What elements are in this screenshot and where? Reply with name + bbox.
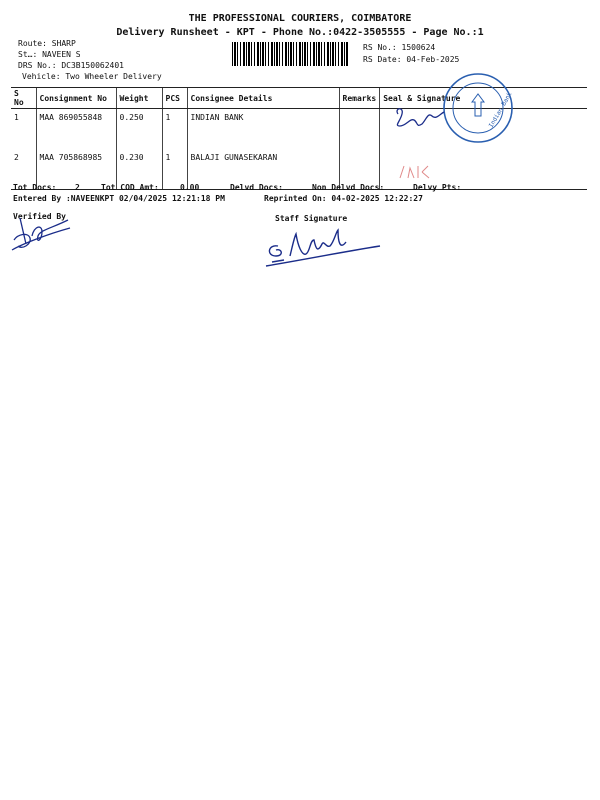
delvd-docs-label: Delvd Docs: — [230, 183, 283, 192]
col-header-weight: Weight — [116, 88, 162, 109]
receiver-signature — [392, 104, 446, 130]
barcode-image — [232, 42, 348, 66]
rs-number: RS No.: 1500624 — [363, 43, 436, 52]
route-text: Route: SHARP — [18, 39, 76, 48]
tot-docs-label: Tot Docs: — [13, 183, 57, 192]
red-handwritten-mark — [396, 162, 436, 182]
reprinted-on-text: Reprinted On: 04-02-2025 12:22:27 — [264, 194, 423, 203]
col-header-seal: Seal & Signature — [380, 88, 587, 109]
staff-text: St…: NAVEEN S — [18, 50, 81, 59]
drs-number: DRS No.: DC3B150062401 — [18, 61, 124, 70]
non-delvd-docs-label: Non Delvd Docs: — [312, 183, 385, 192]
cell-weight: 0.230 — [116, 149, 162, 190]
col-header-remarks: Remarks — [339, 88, 380, 109]
col-header-consignee: Consignee Details — [187, 88, 339, 109]
cell-consignment: MAA 869055848 — [36, 109, 116, 150]
verified-by-signature — [8, 214, 78, 256]
rs-date: RS Date: 04-Feb-2025 — [363, 55, 460, 64]
cell-sno: 2 — [11, 149, 36, 190]
staff-signature-label: Staff Signature — [275, 214, 348, 223]
cell-pcs: 1 — [162, 109, 187, 150]
col-header-pcs: PCS — [162, 88, 187, 109]
tot-cod-value: 0.00 — [180, 183, 200, 192]
company-title: THE PROFESSIONAL COURIERS, COIMBATORE — [188, 13, 412, 24]
delvy-pts-label: Delvy Pts: — [413, 183, 462, 192]
cell-pcs: 1 — [162, 149, 187, 190]
table-row — [11, 149, 587, 190]
cell-weight: 0.250 — [116, 109, 162, 150]
cell-consignee: INDIAN BANK — [187, 109, 339, 150]
cell-consignment: MAA 705868985 — [36, 149, 116, 190]
verified-by-label: Verified By — [13, 212, 66, 221]
runsheet-subtitle: Delivery Runsheet - KPT - Phone No.:0422-3505555 - Page No.:1 — [116, 27, 484, 38]
tot-cod-label: Tot COD Amt: — [101, 183, 159, 192]
svg-text:Indian Bank: Indian Bank — [487, 91, 514, 129]
col-header-sno: S No — [11, 88, 36, 109]
cell-sno: 1 — [14, 113, 19, 122]
cell-consignee: BALAJI GUNASEKARAN — [187, 149, 339, 190]
tot-docs-value: 2 — [75, 183, 80, 192]
entered-by-text: Entered By :NAVEENKPT 02/04/2025 12:21:18 PM — [13, 194, 225, 203]
staff-signature — [262, 226, 386, 272]
vehicle-text: Vehicle: Two Wheeler Delivery — [22, 72, 162, 81]
cell-remarks — [339, 109, 380, 150]
col-header-consignment: Consignment No — [36, 88, 116, 109]
